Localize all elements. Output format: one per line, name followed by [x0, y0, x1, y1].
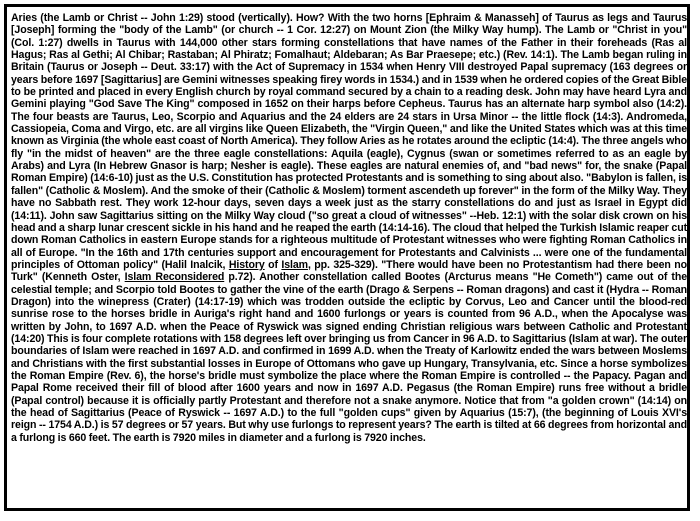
- underlined-title: History: [228, 258, 265, 271]
- text-segment: of: [264, 258, 282, 271]
- underlined-title: Islam Reconsidered: [124, 271, 225, 284]
- text-segment: , pp. 325-329). "There would have been no Protestantism had there been no Turk" (Kenneth Oster,: [11, 258, 687, 284]
- text-segment: Aries (the Lamb or Christ -- John 1:29) stood (vertically). How? With the two horns [Ephraim & Manasseh] of Taurus as legs and Taurus [Joseph] forming the "body of the Lamb" (or church -- 1 Cor. 12:27) on Mount Zion (the Milky Way hump). The Lamb or "Christ in you" (Col. 1:27) dwells in Taurus with 144,000 other stars forming constellations that have names of the Father in their foreheads (Ras al Hagus; Ras al Gethi; Al Chibar; Rastaban; Al Phiratz; Fomalhaut; Aldebaran; As Bar Praesepe; etc.) (Rev. 14:1). The Lamb began ruling in Britain (Taurus or Joseph -- Deut. 33:17) with the Act of Supremacy in 1534 when Henry VIII destroyed Papal supremacy (163 degrees or years before 1697 [Sagittarius] are Gemini witnesses speaking firey words in 1534.) and in 1539 when he ordered copies of the Great Bible to be printed and placed in every English church by royal command secured by a chain to a reading desk. John may have heard Lyra and Gemini playing "God Save The King" composed in 1652 on their harps before Cepheus. Taurus has an alternate harp symbol also (14:2). The four beasts are Taurus, Leo, Scorpio and Aquarius and the 24 elders are 24 stars in Ursa Minor -- the little flock (14:3). Andromeda, Cassiopeia, Coma and Virgo, etc. are all virgins like Queen Elizabeth, the "Virgin Queen," and like the United States which was at this time known as Virginia (the whole east coast of North America). They follow Aries as he rotates around the ecliptic (14:4). The three angels who fly "in the midst of heaven" are the three eagle constellations: Aquila (eagle), Cygnus (swan or sometimes referred to as an eagle by Arabs) and Lyra (In Hebrew Gnasor is harp; Nesher is eagle). These eagles are natural enemies of, and "bad news" for, the snake (Papal Roman Empire) (14:6-10) just as the U.S. Constitution has protected Protestants and is something to sing about also. "Babylon is fallen, is fallen" (Catholic & Moslem). And the smoke of their (Catholic & Moslem) torment ascendeth up forever" in the form of the Milky Way. They have no Sabbath rest. They work 12-hour days, seven days a week just as the starry constellations do and just as Israel in Egypt did (14:11). John saw Sagittarius sitting on the Milky Way cloud ("so great a cloud of witnesses" --Heb. 12:1) with the solar disk crown on his head and a sharp lunar crescent sickle in his hand and he reaped the earth (14:14-16). The cloud that helped the Turkish Islamic reaper cut down Roman Catholics in eastern Europe stands for a righteous multitude of Protestant witnesses who were fighting Roman Catholics in all of Europe. "In the 16th and 17th centuries support and encouragement for Protestants and Calvinists ... were one of the fundamental principles of Ottoman policy" (Halil Inalcik,: [11, 12, 687, 271]
- underlined-title: Islam: [281, 258, 308, 271]
- document-frame: [4, 4, 690, 511]
- text-segment: p.72). Another constellation called Bootes (Arcturus means "He Cometh") came out of the celestial temple; and Scorpio told Bootes to gather the vine of the earth (Drago & Serpens -- Roman dragons) and cast it (Hydra -- Roman Dragon) into the winepress (Crater) (14:17-19) which was trodden outside the ecliptic by Corvus, Leo and Cancer until the blood-red sunrise rose to the horses bridle in Auriga's right hand and 1600 furlongs or years is counted from 96 A.D., when the Apocalyse was written by John, to 1697 A.D. when the Peace of Ryswick was signed ending Christian religious wars between Catholic and Protestant (14:20) This is four complete rotations with 158 degrees left over bringing us from Cancer in 96 A.D. to Sagittarius (Islam at war). The outer boundaries of Islam were reached in 1697 A.D. and confirmed in 1699 A.D. when the Treaty of Karlowitz ended the wars between Moslems and Christians with the first substantial losses in Europe of Ottomans who gave up Hungary, Transylvania, etc. Since a horse symbolizes the Roman Empire (Rev. 6), the horse's bridle must symbolize the place where the Roman Empire is controlled -- the Papacy. Pagan and Papal Rome received their fill of blood after 1600 years and now in 1697 A.D. Pegasus (the Roman Empire) runs free without a bridle (Papal control) because it is officially partly Protestant and therefore not a snake anymore. Notice that from "a golden crown" (14:14) on the head of Sagittarius (Peace of Ryswick -- 1697 A.D.) to the full "golden cups" given by Aquarius (15:7), (the beginning of Louis XVI's reign -- 1754 A.D.) is 57 degrees or 57 years. But why use furlongs to represent years? The earth is tilted at 66 degrees from horizontal and a furlong is 660 feet. The earth is 7920 miles in diameter and a furlong is 7920 inches.: [11, 271, 687, 444]
- body-paragraph: [11, 12, 687, 444]
